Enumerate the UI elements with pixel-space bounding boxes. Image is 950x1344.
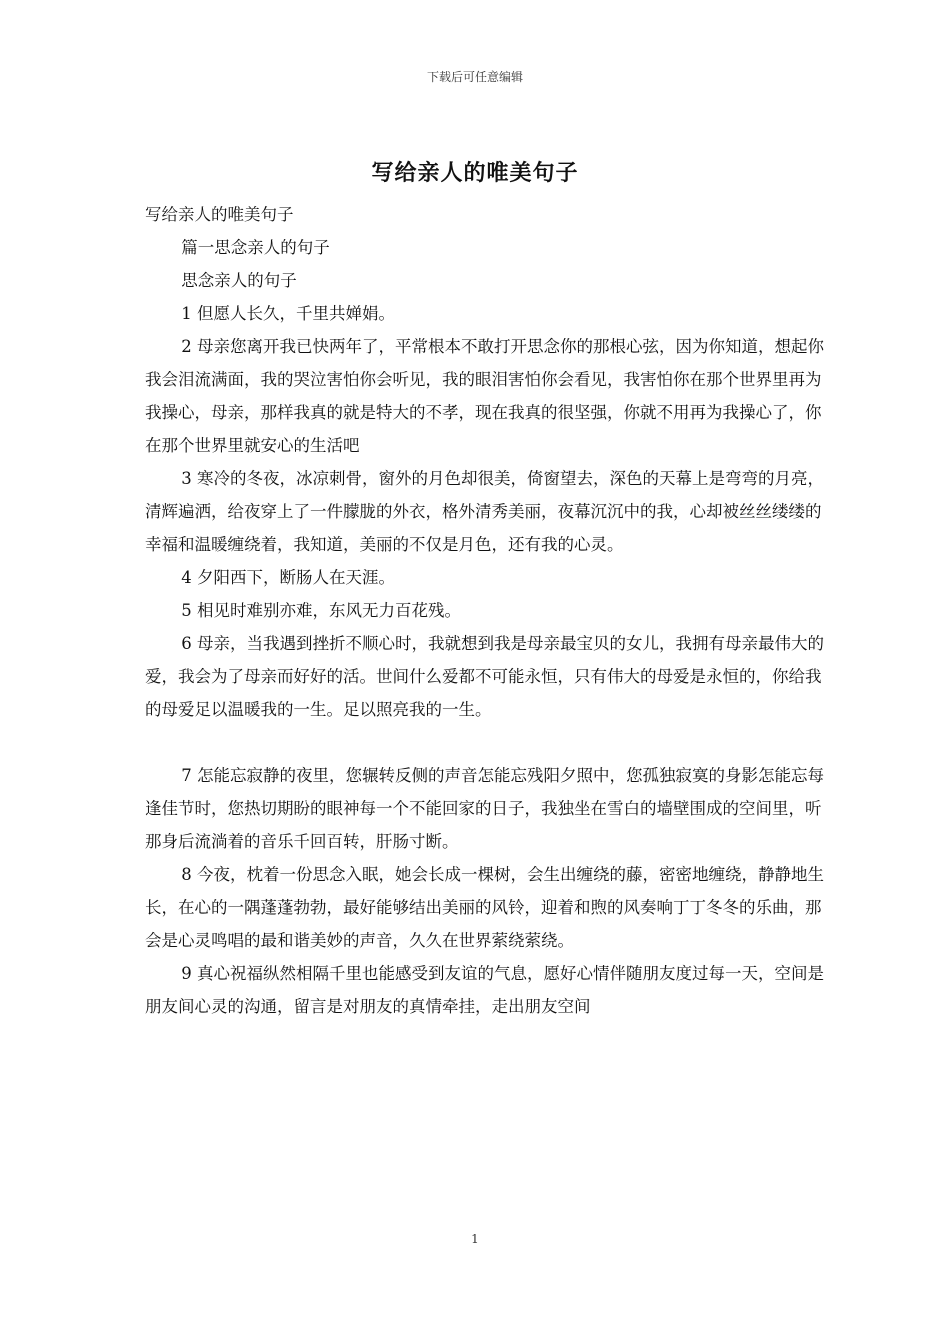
body-paragraph-subsection: 思念亲人的句子 xyxy=(181,271,297,290)
document-title: 写给亲人的唯美句子 xyxy=(371,160,579,186)
body-paragraph-item: 7 怎能忘寂静的夜里，您辗转反侧的声音怎能忘残阳夕照中，您孤独寂寞的身影怎能忘每逢佳节时，您热切期盼的眼神每一个不能回家的日子，我独坐在雪白的墙壁围成的空间里，听那身后流淌着的音乐千回百转，肝肠寸断。 xyxy=(145,766,825,851)
header-note: 下载后可任意编辑 xyxy=(426,70,523,84)
body-paragraph-item: 3 寒冷的冬夜，冰凉刺骨，窗外的月色却很美，倚窗望去，深色的天幕上是弯弯的月亮，清辉遍洒，给夜穿上了一件朦胧的外衣，格外清秀美丽，夜幕沉沉中的我，心却被丝丝缕缕的幸福和温暖缠绕着，我知道，美丽的不仅是月色，还有我的心灵。 xyxy=(145,469,825,554)
document-body xyxy=(145,198,825,1023)
body-paragraph-item: 9 真心祝福纵然相隔千里也能感受到友谊的气息，愿好心情伴随朋友度过每一天，空间是朋友间心灵的沟通，留言是对朋友的真情牵挂，走出朋友空间 xyxy=(145,964,825,1016)
paragraph-gap xyxy=(145,726,825,759)
body-paragraph-item: 6 母亲，当我遇到挫折不顺心时，我就想到我是母亲最宝贝的女儿，我拥有母亲最伟大的爱，我会为了母亲而好好的活。世间什么爱都不可能永恒，只有伟大的母爱是永恒的，你给我的母爱足以温暖我的一生。足以照亮我的一生。 xyxy=(145,634,825,719)
body-paragraph-item: 1 但愿人长久，千里共婵娟。 xyxy=(181,304,396,323)
body-paragraph-item: 5 相见时难别亦难，东风无力百花残。 xyxy=(181,601,462,620)
body-paragraph-item: 2 母亲您离开我已快两年了，平常根本不敢打开思念你的那根心弦，因为你知道，想起你我会泪流满面，我的哭泣害怕你会听见，我的眼泪害怕你会看见，我害怕你在那个世界里再为我操心，母亲，那样我真的就是特大的不孝，现在我真的很坚强，你就不用再为我操心了，你在那个世界里就安心的生活吧 xyxy=(145,337,825,455)
body-paragraph-heading: 写给亲人的唯美句子 xyxy=(145,205,294,224)
body-paragraph-item: 4 夕阳西下，断肠人在天涯。 xyxy=(181,568,396,587)
page-number: 1 xyxy=(471,1232,479,1246)
body-paragraph-section: 篇一思念亲人的句子 xyxy=(181,238,330,257)
body-paragraph-item: 8 今夜，枕着一份思念入眠，她会长成一棵树，会生出缠绕的藤，密密地缠绕，静静地生长，在心的一隅蓬蓬勃勃，最好能够结出美丽的风铃，迎着和煦的风奏响丁丁冬冬的乐曲，那会是心灵鸣唱的最和谐美妙的声音，久久在世界萦绕萦绕。 xyxy=(145,865,825,950)
